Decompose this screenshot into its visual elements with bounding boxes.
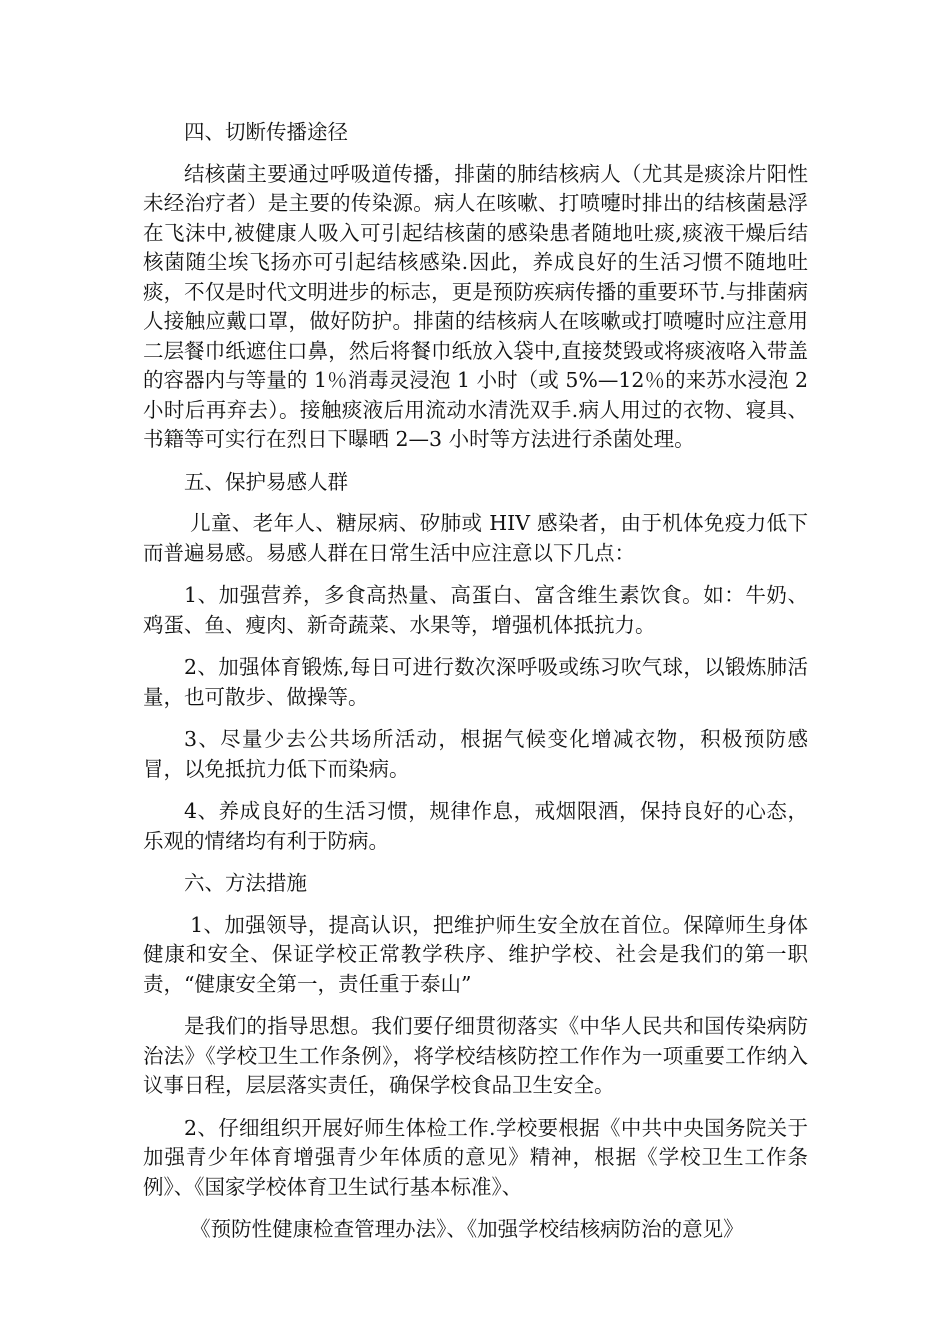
list-item: 2、仔细组织开展好师生体检工作.学校要根据《中共中央国务院关于加强青少年体育增强青少年体质的意见》精神，根据《学校卫生工作条例》、《国家学校体育卫生试行基本标准》、 (143, 1115, 808, 1199)
list-item: 1、加强领导，提高认识，把维护师生安全放在首位。保障师生身体健康和安全、保证学校正常教学秩序、维护学校、社会是我们的第一职责，“健康安全第一，责任重于泰山” (143, 912, 808, 996)
paragraph: 《预防性健康检查管理办法》、《加强学校结核病防治的意见》 (190, 1217, 744, 1241)
list-item: 4、养成良好的生活习惯，规律作息，戒烟限酒，保持良好的心态，乐观的情绪均有利于防病。 (143, 799, 808, 853)
section-cut-transmission (143, 118, 808, 455)
paragraph: 结核菌主要通过呼吸道传播，排菌的肺结核病人（尤其是痰涂片阳性未经治疗者）是主要的传染源。病人在咳嗽、打喷嚏时排出的结核菌悬浮在飞沫中,被健康人吸入可引起结核菌的感染患者随地吐痰,痰液干燥后结核菌随尘埃飞扬亦可引起结核感染.因此，养成良好的生活习惯不随地吐痰，不仅是时代文明进步的标志，更是预防疾病传播的重要环节.与排菌病人接触应戴口罩，做好防护。排菌的结核病人在咳嗽或打喷嚏时应注意用二层餐巾纸遮住口鼻，然后将餐巾纸放入袋中,直接焚毁或将痰液咯入带盖的容器内与等量的 1％消毒灵浸泡 1 小时（或 5%—12％的来苏水浸泡 2 小时后再弃去）。接触痰液后用流动水清洗双手.病人用过的衣物、寝具、书籍等可实行在烈日下曝晒 2—3 小时等方法进行杀菌处理。 (143, 161, 808, 451)
paragraph: 儿童、老年人、糖尿病、矽肺或 HIV 感染者，由于机体免疫力低下而普遍易感。易感人群在日常生活中应注意以下几点： (143, 511, 808, 565)
paragraph: 是我们的指导思想。我们要仔细贯彻落实《中华人民共和国传染病防治法》《学校卫生工作条例》，将学校结核防控工作作为一项重要工作纳入议事日程，层层落实责任，确保学校食品卫生安全。 (143, 1014, 808, 1097)
list-item: 2、加强体育锻炼,每日可进行数次深呼吸或练习吹气球，以锻炼肺活量，也可散步、做操等。 (143, 655, 808, 709)
document-body (143, 118, 808, 1258)
section-heading: 五、保护易感人群 (184, 469, 348, 494)
section-measures (143, 869, 808, 1245)
section-heading: 四、切断传播途径 (184, 120, 348, 144)
section-heading: 六、方法措施 (184, 871, 307, 895)
section-protect-susceptible (143, 468, 808, 857)
list-item: 3、尽量少去公共场所活动，根据气候变化增减衣物，积极预防感冒，以免抵抗力低下而染病。 (143, 727, 808, 781)
list-item: 1、加强营养，多食高热量、高蛋白、富含维生素饮食。如：牛奶、鸡蛋、鱼、瘦肉、新奇蔬菜、水果等，增强机体抵抗力。 (143, 583, 808, 637)
